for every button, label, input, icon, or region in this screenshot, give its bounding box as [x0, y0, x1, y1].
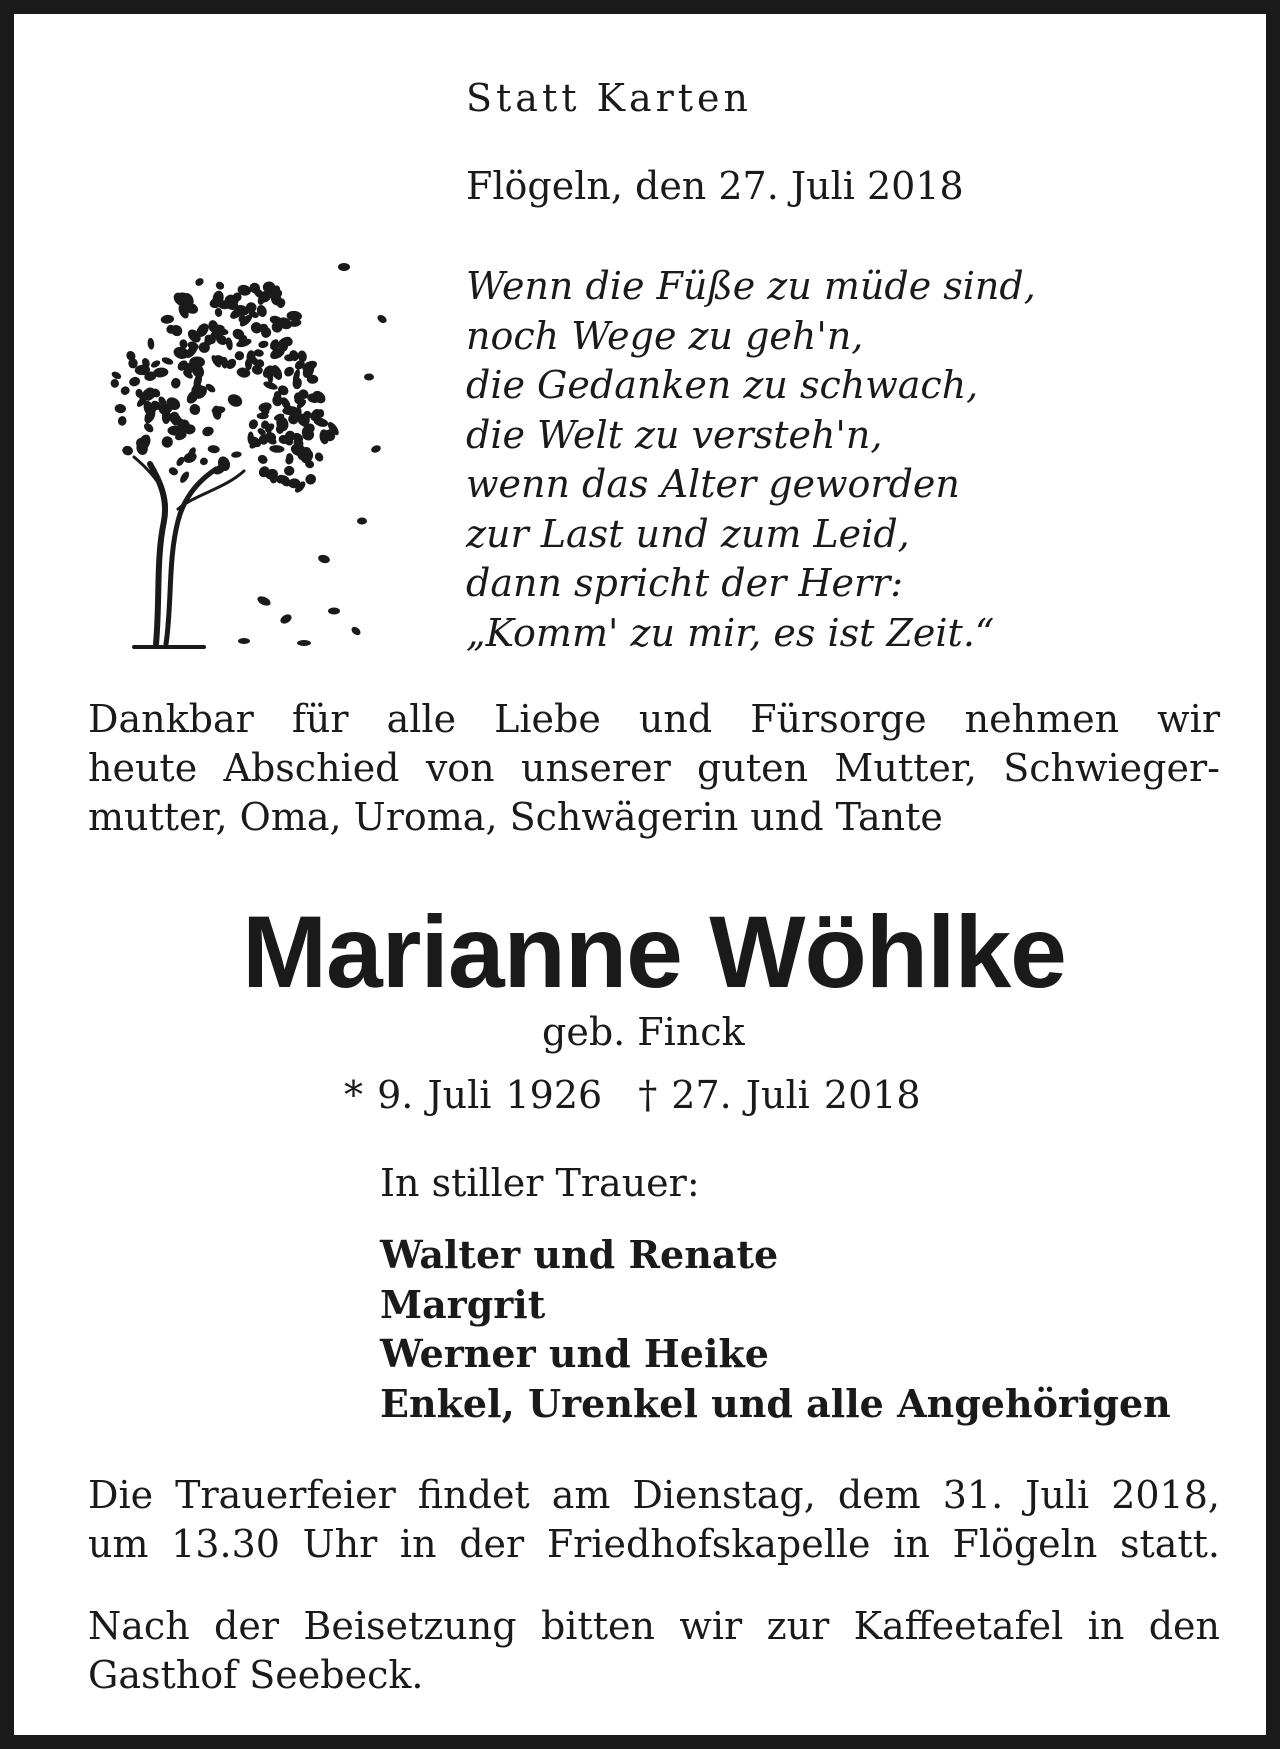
reception-line: Nach der Beisetzung bitten wir zur Kaffeetafel in den [88, 1604, 1220, 1648]
poem-line: noch Wege zu geh'n, [466, 313, 864, 358]
intro-line: mutter, Oma, Uroma, Schwägerin und Tante [88, 795, 943, 839]
poem-line: die Welt zu versteh'n, [466, 412, 883, 457]
intro-line: Dankbar für alle Liebe und Fürsorge nehmen wir [88, 697, 1220, 741]
poem-line: „Komm' zu mir, es ist Zeit.“ [466, 610, 995, 655]
poem-line: Wenn die Füße zu müde sind, [466, 264, 1036, 308]
mourner-name: Margrit [380, 1281, 546, 1327]
mourners-list [380, 1230, 1171, 1428]
life-dates [344, 1071, 921, 1119]
reception-paragraph [88, 1602, 1220, 1700]
poem-line: dann spricht der Herr: [466, 561, 904, 605]
statt-karten-heading: Statt Karten [466, 76, 753, 120]
mourner-name: Walter und Renate [380, 1232, 779, 1277]
deceased-name: Marianne Wöhlke [242, 895, 1066, 1009]
place-date: Flögeln, den 27. Juli 2018 [466, 164, 964, 208]
death-date: † 27. Juli 2018 [638, 1073, 921, 1117]
funeral-line: um 13.30 Uhr in der Friedhofskapelle in Flögeln statt. [88, 1522, 1220, 1566]
mourner-name: Enkel, Urenkel und alle Angehörigen [380, 1380, 1171, 1426]
mourning-label: In stiller Trauer: [380, 1161, 700, 1205]
poem-line: zur Last und zum Leid, [466, 511, 910, 556]
birth-date: * 9. Juli 1926 [344, 1073, 603, 1117]
intro-paragraph [88, 695, 1220, 842]
funeral-paragraph [88, 1471, 1220, 1569]
poem-line: wenn das Alter geworden [466, 462, 960, 506]
funeral-line: Die Trauerfeier findet am Dienstag, dem 31. Juli 2018, [88, 1473, 1220, 1517]
poem [466, 262, 1036, 658]
reception-line: Gasthof Seebeck. [88, 1653, 424, 1697]
mourner-name: Werner und Heike [380, 1331, 769, 1376]
intro-line: heute Abschied von unserer guten Mutter, Schwieger- [88, 746, 1220, 790]
maiden-name: geb. Finck [542, 1010, 745, 1054]
poem-line: die Gedanken zu schwach, [466, 363, 979, 407]
tree-with-falling-leaves-icon [94, 259, 394, 649]
